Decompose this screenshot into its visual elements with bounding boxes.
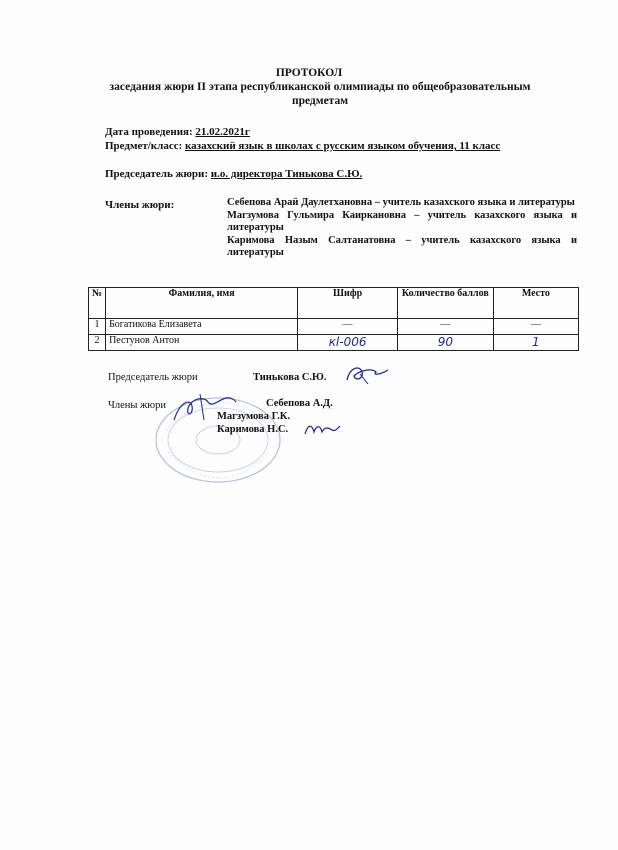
jury-label: Члены жюри: xyxy=(105,199,175,211)
table-row xyxy=(89,335,579,351)
chair-value: и.о. директора Тинькова С.Ю. xyxy=(210,168,363,180)
subject-value: казахский язык в школах с русским языком обучения, 11 класс xyxy=(185,140,501,152)
cell-code: кl-006 xyxy=(298,335,398,351)
signature-member-1: Себепова А.Д. xyxy=(266,398,333,409)
signature-chair-name: Тинькова С.Ю. xyxy=(253,372,327,383)
chair-signature xyxy=(342,362,392,388)
subject-label: Предмет/класс: xyxy=(105,140,183,152)
col-score: Количество баллов xyxy=(397,288,493,319)
results-table xyxy=(88,287,579,351)
table-header-row xyxy=(89,288,579,319)
cell-score: — xyxy=(397,319,493,335)
cell-number: 2 xyxy=(89,335,106,351)
jury-member: Себепова Арай Даулетхановна – учитель казахского языка и литературы xyxy=(227,197,575,208)
jury-members xyxy=(227,197,577,260)
cell-code: — xyxy=(298,319,398,335)
member-signature xyxy=(302,420,342,440)
signature-member-2: Магзумова Г.К. xyxy=(217,411,290,422)
document-subtitle: заседания жюри II этапа республиканской олимпиады по общеобразовательным предметам xyxy=(109,81,531,107)
signature-member-3: Каримова Н.С. xyxy=(217,424,289,435)
date-label: Дата проведения: xyxy=(105,126,193,138)
date-value: 21.02.2021г xyxy=(195,126,250,138)
document-title: ПРОТОКОЛ xyxy=(275,67,343,79)
col-number: № xyxy=(89,288,106,319)
jury-member: Каримова Назым Салтанатовна – учитель казахского языка и литературы xyxy=(227,234,577,258)
subject-row xyxy=(105,140,500,152)
col-place: Место xyxy=(493,288,578,319)
cell-place: — xyxy=(493,319,578,335)
jury-member: Магзумова Гульмира Каиркановна – учитель казахского языка и литературы xyxy=(227,209,577,233)
col-name: Фамилия, имя xyxy=(106,288,298,319)
date-row xyxy=(105,126,250,138)
cell-name: Богатикова Елизавета xyxy=(106,319,298,335)
chair-label: Председатель жюри: xyxy=(105,168,209,180)
table-row xyxy=(89,319,579,335)
cell-number: 1 xyxy=(89,319,106,335)
signature-members-label: Члены жюри xyxy=(108,400,166,411)
cell-place: 1 xyxy=(493,335,578,351)
cell-name: Пестунов Антон xyxy=(106,335,298,351)
cell-score: 90 xyxy=(397,335,493,351)
chair-row xyxy=(105,168,362,180)
signature-chair-label: Председатель жюри xyxy=(108,372,198,383)
col-code: Шифр xyxy=(298,288,398,319)
